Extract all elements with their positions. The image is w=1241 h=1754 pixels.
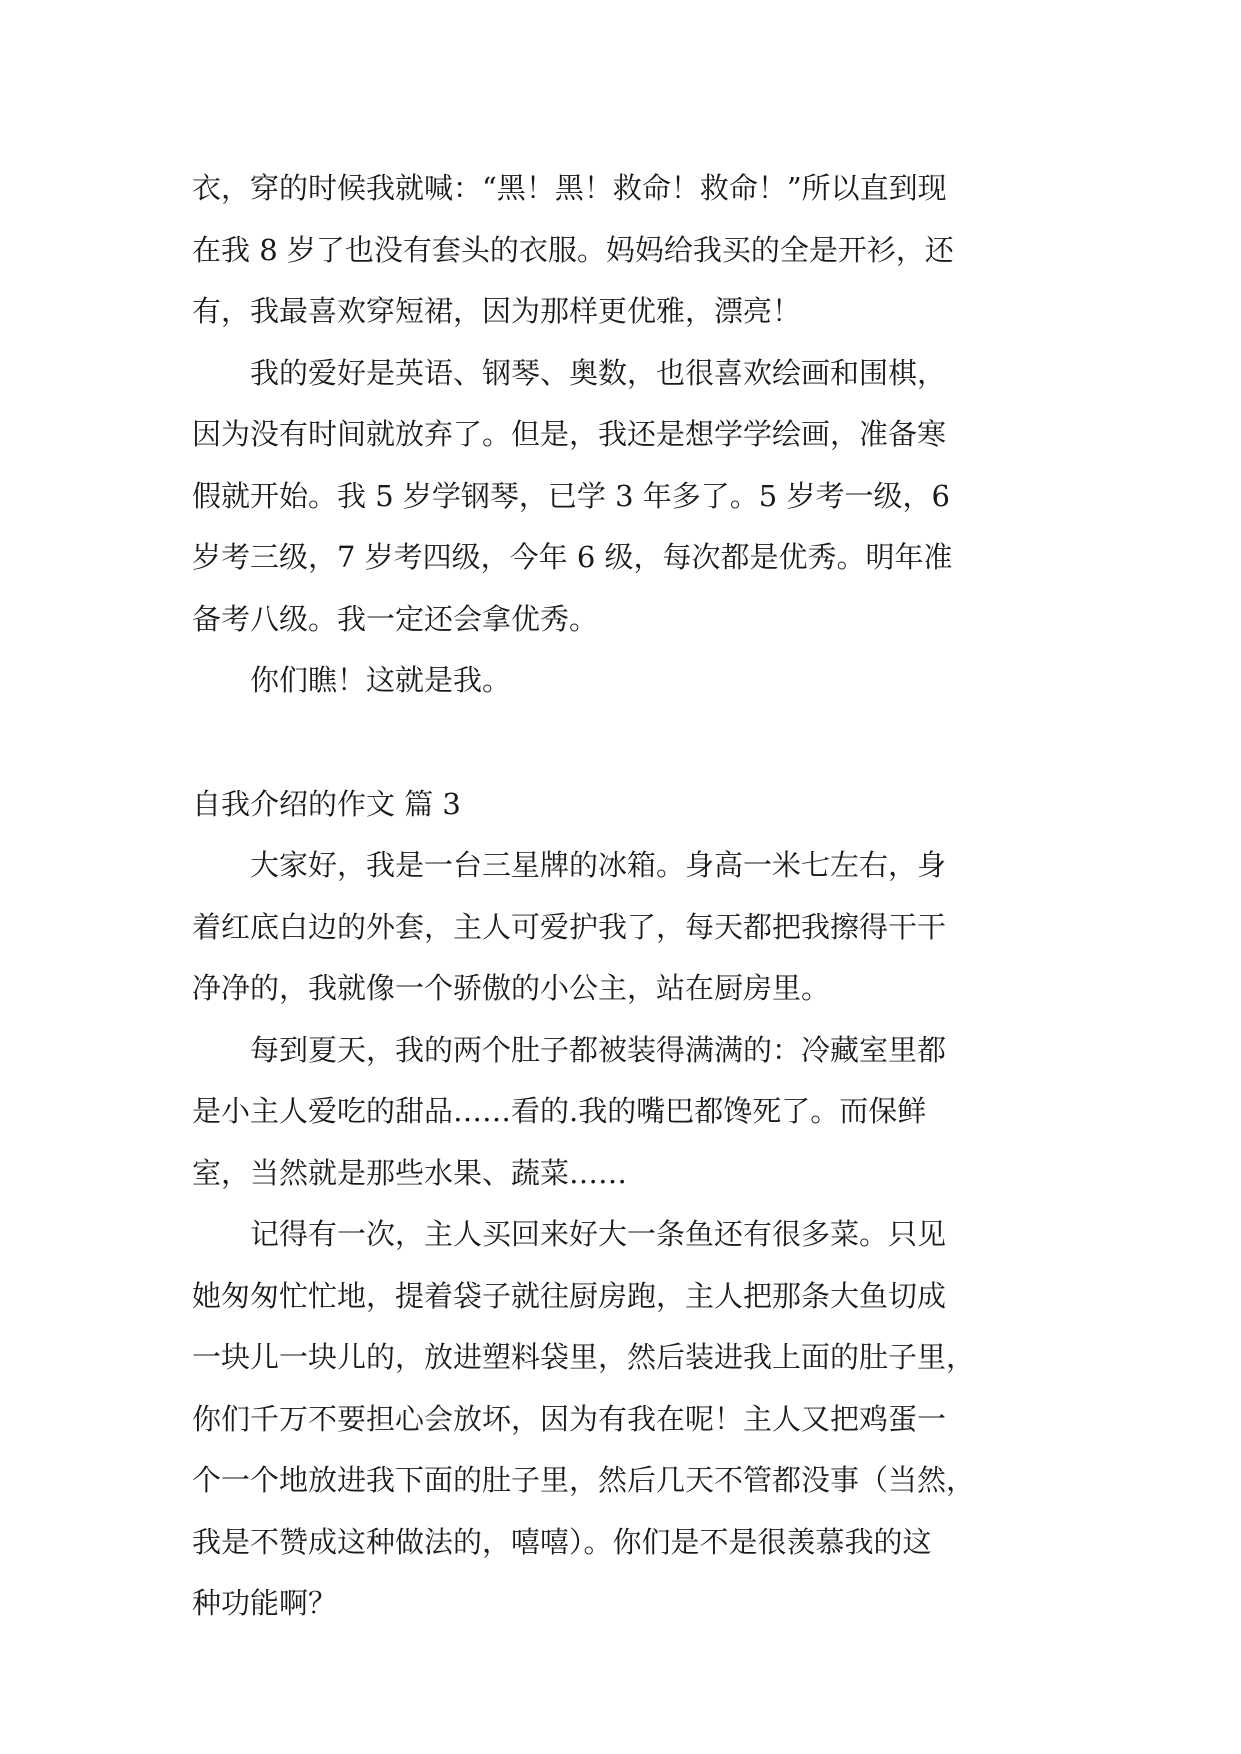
section-gap	[192, 712, 1062, 774]
text-line: 你们千万不要担心会放坏，因为有我在呢！主人又把鸡蛋一	[192, 1401, 947, 1436]
text-line: 在我 8 岁了也没有套头的衣服。妈妈给我买的全是开衫，还	[192, 232, 954, 267]
text-line: 因为没有时间就放弃了。但是，我还是想学学绘画，准备寒	[192, 417, 947, 451]
text-line: 你们瞧！这就是我。	[192, 663, 512, 697]
text-line: 岁考三级，7 岁考四级，今年 6 级，每次都是优秀。明年准	[192, 540, 953, 574]
text-line: 我是不赞成这种做法的，嘻嘻）。你们是不是很羡慕我的这	[192, 1524, 932, 1559]
text-line: 个一个地放进我下面的肚子里，然后几天不管都没事（当然，	[192, 1463, 976, 1497]
essay-body	[192, 158, 1062, 1635]
text-line: 室，当然就是那些水果、蔬菜……	[192, 1155, 628, 1190]
text-line: 种功能啊？	[192, 1586, 338, 1620]
text-line: 着红底白边的外套，主人可爱护我了，每天都把我擦得干干	[192, 909, 947, 944]
text-line: 每到夏天，我的两个肚子都被装得满满的：冷藏室里都	[192, 1032, 947, 1067]
text-line: 记得有一次，主人买回来好大一条鱼还有很多菜。只见	[192, 1217, 947, 1251]
text-line: 有，我最喜欢穿短裙，因为那样更优雅，漂亮！	[192, 294, 802, 328]
section-heading: 自我介绍的作文 篇 3	[192, 786, 461, 821]
text-line: 一块儿一块儿的，放进塑料袋里，然后装进我上面的肚子里，	[192, 1340, 976, 1374]
text-line: 是小主人爱吃的甜品……看的.我的嘴巴都馋死了。而保鲜	[192, 1094, 927, 1128]
text-line: 大家好，我是一台三星牌的冰箱。身高一米七左右，身	[192, 848, 947, 882]
text-line: 备考八级。我一定还会拿优秀。	[192, 601, 599, 636]
text-line: 净净的，我就像一个骄傲的小公主，站在厨房里。	[192, 971, 831, 1005]
text-line: 我的爱好是英语、钢琴、奥数，也很喜欢绘画和围棋，	[192, 355, 947, 390]
text-line: 假就开始。我 5 岁学钢琴，已学 3 年多了。5 岁考一级，6	[192, 478, 950, 513]
text-line: 她匆匆忙忙地，提着袋子就往厨房跑，主人把那条大鱼切成	[192, 1278, 947, 1313]
text-line: 衣，穿的时候我就喊：“黑！黑！救命！救命！”所以直到现	[192, 171, 947, 205]
